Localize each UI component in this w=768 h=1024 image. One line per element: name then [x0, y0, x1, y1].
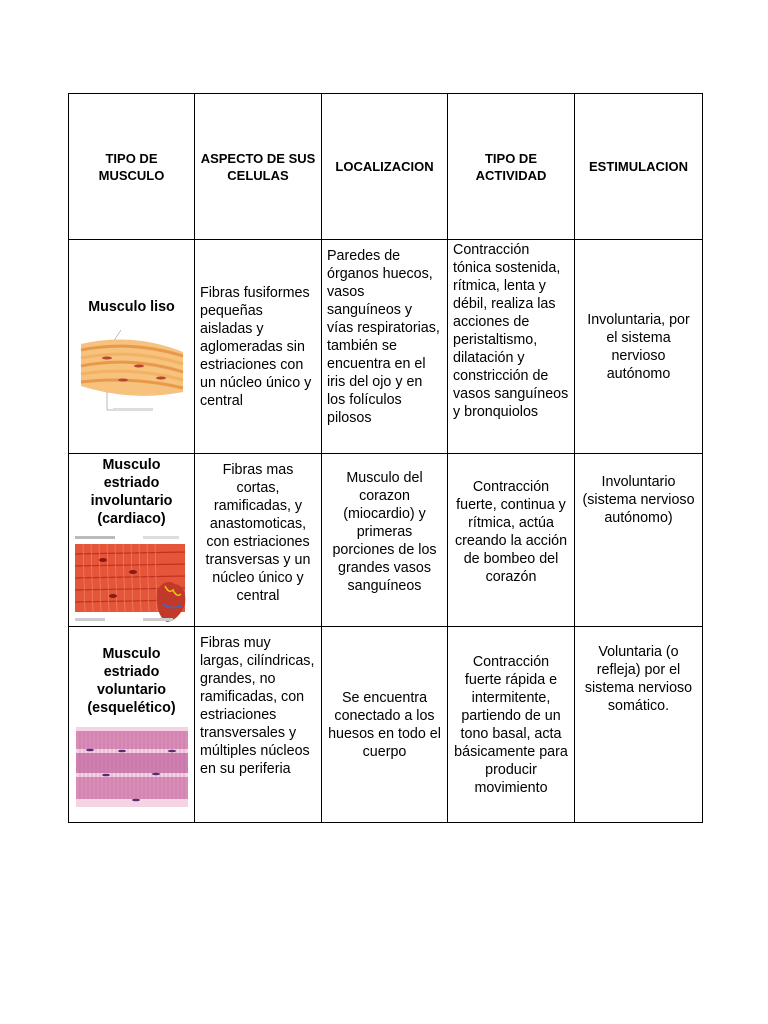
type-cell: [69, 627, 195, 823]
location-cell: Musculo del corazon (miocardio) y primeras porciones de los grandes vasos sanguíneos: [322, 454, 448, 627]
type-cell: [69, 454, 195, 627]
table-row: [69, 627, 703, 823]
table-header-row: [69, 94, 703, 240]
header-localizacion: LOCALIZACION: [322, 94, 448, 240]
cardiac-muscle-image: [73, 534, 191, 626]
stimulation-cell: Voluntaria (o refleja) por el sistema nervioso somático.: [575, 627, 703, 823]
skeletal-muscle-image: [76, 727, 188, 807]
activity-cell: Contracción fuerte, continua y rítmica, actúa creando la acción de bombeo del corazón: [448, 454, 575, 627]
aspect-cell: Fibras muy largas, cilíndricas, grandes, no ramificadas, con estriaciones transversales y múltiples núcleos en su periferia: [195, 627, 322, 823]
location-cell: Se encuentra conectado a los huesos en todo el cuerpo: [322, 627, 448, 823]
header-tipo: TIPO DE MUSCULO: [69, 94, 195, 240]
aspect-cell: Fibras mas cortas, ramificadas, y anastomoticas, con estriaciones transversas y un núcleo único y central: [195, 454, 322, 627]
muscle-types-table: [68, 93, 703, 823]
header-aspecto: ASPECTO DE SUS CELULAS: [195, 94, 322, 240]
header-actividad: TIPO DE ACTIVIDAD: [448, 94, 575, 240]
muscle-type-label: Musculo estriado voluntario (esquelético): [87, 646, 176, 716]
aspect-cell: Fibras fusiformes pequeñas aisladas y aglomeradas sin estriaciones con un núcleo único y central: [195, 240, 322, 454]
stimulation-cell: Involuntario (sistema nervioso autónomo): [575, 454, 703, 627]
location-cell: Paredes de órganos huecos, vasos sanguíneos y vías respiratorias, también se encuentra en el iris del ojo y en los folículos pilosos: [322, 240, 448, 454]
activity-cell: Contracción tónica sostenida, rítmica, lenta y débil, realiza las acciones de peristaltismo, dilatación y constricción de vasos sanguíneos y bronquiolos: [448, 240, 575, 454]
muscle-type-label: Musculo liso: [88, 298, 175, 315]
table-row: [69, 240, 703, 454]
stimulation-cell: Involuntaria, por el sistema nervioso autónomo: [575, 240, 703, 454]
table-row: [69, 454, 703, 627]
activity-cell: Contracción fuerte rápida e intermitente, partiendo de un tono basal, acta básicamente para producir movimiento: [448, 627, 575, 823]
muscle-type-label: Musculo estriado involuntario (cardiaco): [90, 457, 173, 527]
type-cell: [69, 240, 195, 454]
smooth-muscle-image: [77, 322, 187, 418]
header-estimulacion: ESTIMULACION: [575, 94, 703, 240]
